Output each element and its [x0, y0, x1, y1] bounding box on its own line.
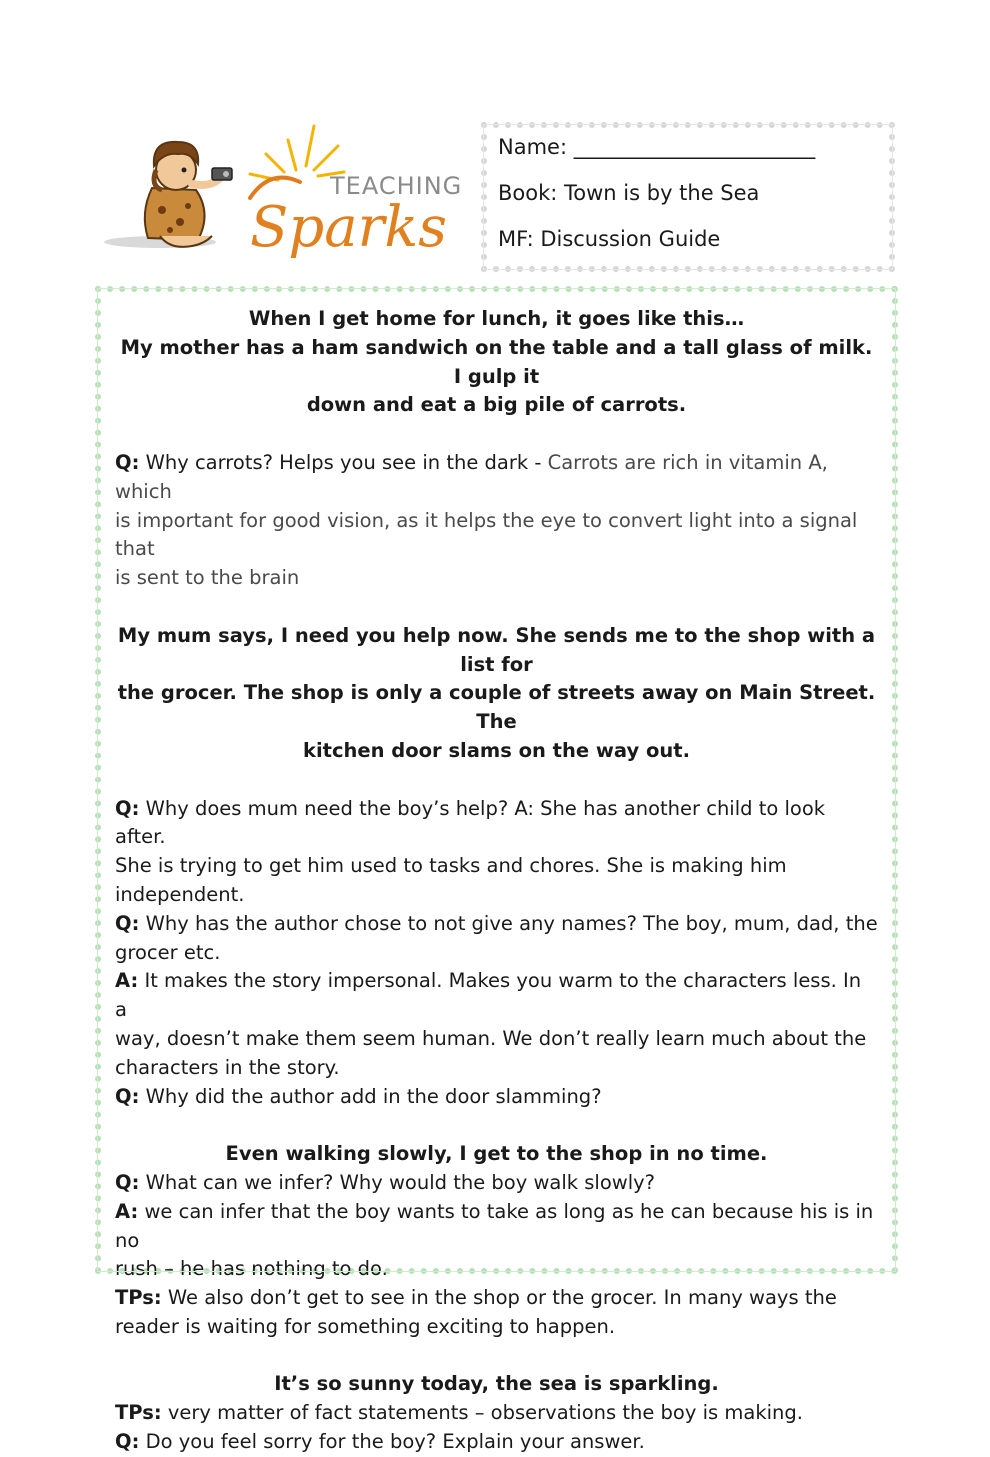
question-label: Q:	[115, 450, 140, 474]
tp-label: TPs:	[115, 1286, 162, 1310]
discussion-guide-box	[95, 286, 898, 1454]
name-field-label: Name: _______________________	[498, 135, 816, 159]
story-quote-line: down and eat a big pile of carrots.	[306, 393, 687, 417]
answer-label: A:	[115, 969, 139, 993]
question-help: Q: Why does mum need the boy’s help? A: She has another child to look after.	[115, 796, 826, 849]
teaching-point-shop: TPs: We also don’t get to see in the shop or the grocer. In many ways the	[115, 1286, 837, 1310]
question-carrots: Q: Why carrots? Helps you see in the dark - Carrots are rich in vitamin A, which	[115, 450, 828, 503]
answer-line: characters in the story.	[115, 1055, 340, 1079]
tp-label: TPs:	[115, 1401, 162, 1425]
teaching-point-line: reader is waiting for something exciting to happen.	[115, 1314, 616, 1338]
question-line: grocer etc.	[115, 940, 221, 964]
question-names: Q: Why has the author chose to not give any names? The boy, mum, dad, the	[115, 911, 878, 935]
story-quote-line: My mum says, I need you help now. She sends me to the shop with a list for	[117, 623, 876, 676]
answer-names: A: It makes the story impersonal. Makes you warm to the characters less. In a	[115, 969, 862, 1022]
answer-line: rush – he has nothing to do.	[115, 1257, 388, 1281]
story-quote-line: the grocer. The shop is only a couple of streets away on Main Street. The	[117, 681, 876, 734]
mf-title: MF: Discussion Guide	[498, 227, 721, 251]
question-label: Q:	[115, 796, 140, 820]
question-label: Q:	[115, 911, 140, 935]
answer-infer: A: we can infer that the boy wants to take as long as he can because his is in no	[115, 1199, 874, 1252]
story-quote-line: It’s so sunny today, the sea is sparkling.	[274, 1372, 719, 1396]
logo-sparks-text: Sparks	[250, 195, 448, 260]
question-label: Q:	[115, 1084, 140, 1108]
book-title: Book: Town is by the Sea	[498, 181, 760, 205]
answer-line: independent.	[115, 882, 245, 906]
story-quote-line: kitchen door slams on the way out.	[302, 738, 690, 762]
story-quote-line: Even walking slowly, I get to the shop in no time.	[225, 1142, 768, 1166]
answer-line: She is trying to get him used to tasks and chores. She is making him	[115, 854, 787, 878]
question-sorry: Q: Do you feel sorry for the boy? Explain your answer.	[115, 1430, 645, 1454]
answer-line: is important for good vision, as it helps the eye to convert light into a signal that	[115, 508, 858, 561]
question-infer: Q: What can we infer? Why would the boy walk slowly?	[115, 1170, 656, 1194]
caveman-mascot-icon	[100, 118, 472, 268]
question-label: Q:	[115, 1430, 140, 1454]
question-label: Q:	[115, 1170, 140, 1194]
question-door: Q: Why did the author add in the door slamming?	[115, 1084, 602, 1108]
student-info-box	[481, 122, 895, 272]
logo-teaching-text: TEACHING	[330, 172, 463, 200]
teaching-sparks-logo	[100, 118, 472, 268]
teaching-point-facts: TPs: very matter of fact statements – observations the boy is making.	[115, 1401, 803, 1425]
story-quote-line: When I get home for lunch, it goes like this…	[248, 307, 745, 330]
answer-line: is sent to the brain	[115, 566, 300, 590]
answer-line: way, doesn’t make them seem human. We don’t really learn much about the	[115, 1026, 867, 1050]
answer-label: A:	[115, 1199, 139, 1223]
story-quote-line: My mother has a ham sandwich on the table and a tall glass of milk. I gulp it	[120, 335, 873, 388]
